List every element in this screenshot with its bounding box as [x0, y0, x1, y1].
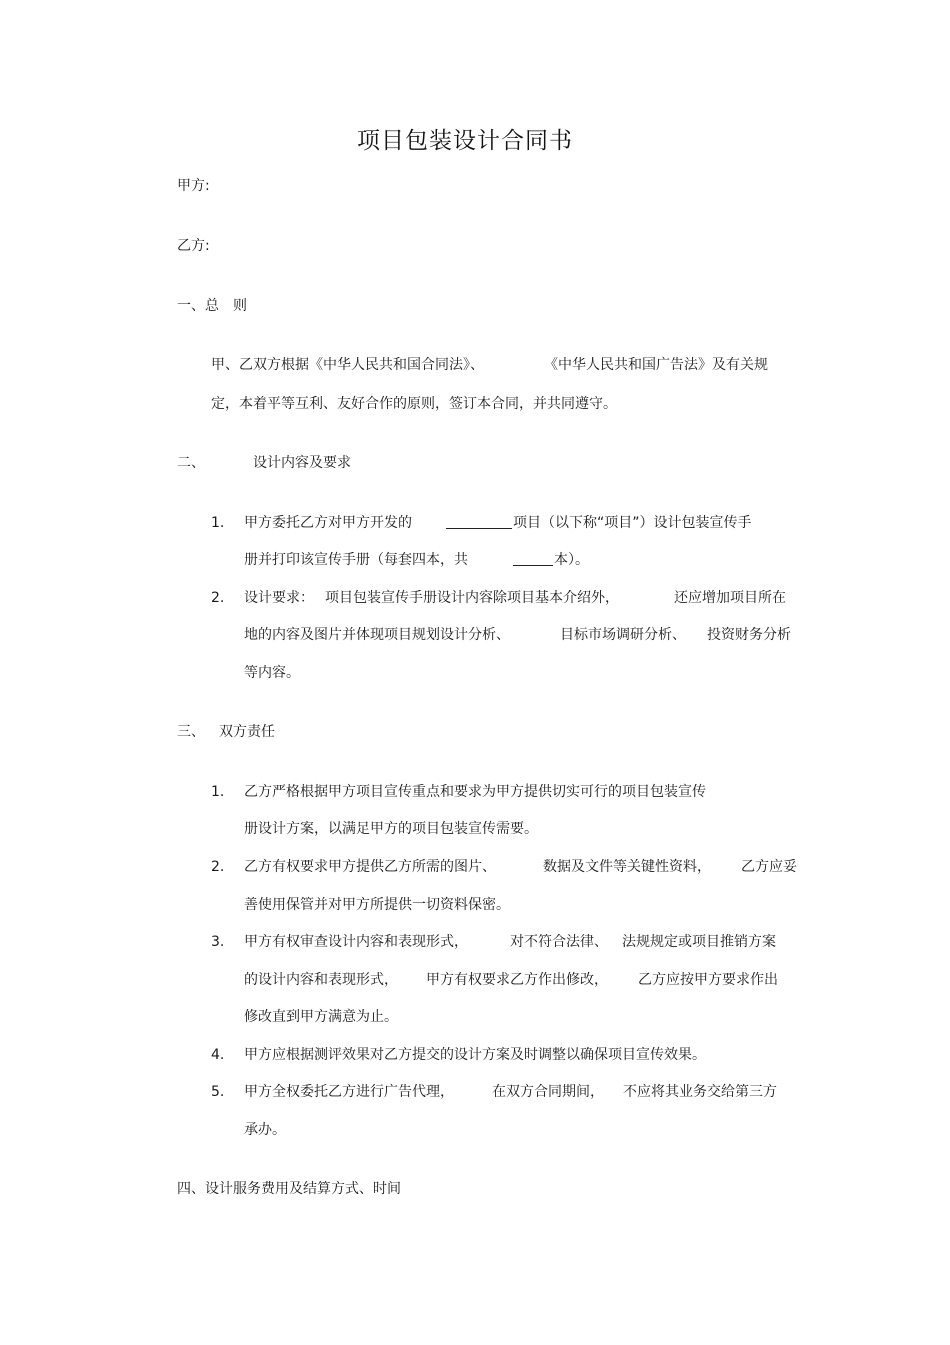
s2-item2-num: 2. [211, 590, 225, 606]
s3-item2-num: 2. [211, 859, 225, 875]
s2-item2-line2b: 目标市场调研分析、 [560, 627, 686, 643]
s3-item1-line2: 册设计方案，以满足甲方的项目包装宣传需要。 [244, 821, 538, 837]
s2-item1-line1a: 甲方委托乙方对甲方开发的 [244, 515, 412, 531]
s2-item1-line2b: 本）。 [554, 552, 589, 568]
page-title: 项目包装设计合同书 [357, 128, 573, 154]
s2-item1-line2a: 册并打印该宣传手册（每套四本，共 [244, 552, 468, 568]
section1-para-line1b: 《中华人民共和国广告法》及有关规 [544, 357, 768, 373]
s3-item3-line2a: 的设计内容和表现形式， [244, 972, 398, 988]
s3-item5-line1b: 在双方合同期间， [492, 1084, 604, 1100]
s3-item2-line1c: 乙方应妥 [741, 859, 797, 875]
s2-item2-line1a: 设计要求： [244, 590, 314, 606]
s3-item5-line1c: 不应将其业务交给第三方 [623, 1084, 777, 1100]
s2-item1-blank2 [513, 551, 553, 571]
party-a-label: 甲方: [177, 178, 210, 194]
s3-item3-line2c: 乙方应按甲方要求作出 [638, 972, 778, 988]
s2-item2-line1b: 项目包装宣传手册设计内容除项目基本介绍外， [325, 590, 619, 606]
section1-heading: 一、总 则 [177, 298, 247, 314]
s3-item2-line2: 善使用保管并对甲方所提供一切资料保密。 [244, 897, 510, 913]
s2-item2-line3: 等内容。 [244, 665, 300, 681]
s3-item3-line2b: 甲方有权要求乙方作出修改， [426, 972, 608, 988]
section1-para-line2: 定，本着平等互利、友好合作的原则，签订本合同，并共同遵守。 [211, 396, 617, 412]
s3-item1-line1: 乙方严格根据甲方项目宣传重点和要求为甲方提供切实可行的项目包装宣传 [244, 784, 706, 800]
s2-item2-line2c: 投资财务分析 [707, 627, 791, 643]
s2-item2-line1c: 还应增加项目所在 [674, 590, 786, 606]
s3-item2-line1a: 乙方有权要求甲方提供乙方所需的图片、 [244, 859, 496, 875]
section3-heading-text: 双方责任 [219, 724, 275, 740]
s3-item5-line2: 承办。 [244, 1122, 286, 1138]
section3-heading-num: 三、 [177, 724, 205, 740]
s3-item3-line1b: 对不符合法律、 [510, 934, 608, 950]
s3-item3-line3: 修改直到甲方满意为止。 [244, 1009, 398, 1025]
s3-item3-line1c: 法规规定或项目推销方案 [622, 934, 776, 950]
party-b-label: 乙方: [177, 238, 210, 254]
section2-heading-text: 设计内容及要求 [253, 455, 351, 471]
s3-item4-num: 4. [211, 1047, 225, 1063]
s3-item5-num: 5. [211, 1084, 225, 1100]
s3-item5-line1a: 甲方全权委托乙方进行广告代理， [244, 1084, 454, 1100]
s2-item1-num: 1. [211, 515, 225, 531]
s3-item2-line1b: 数据及文件等关键性资料， [543, 859, 711, 875]
s3-item1-num: 1. [211, 784, 225, 800]
section4-heading: 四、设计服务费用及结算方式、时间 [177, 1181, 401, 1197]
s3-item3-num: 3. [211, 934, 225, 950]
s3-item3-line1a: 甲方有权审查设计内容和表现形式， [244, 934, 468, 950]
section1-para-line1a: 甲、乙双方根据《中华人民共和国合同法》、 [211, 357, 484, 373]
s2-item1-blank1 [446, 514, 512, 534]
s2-item1-line1b: 项目（以下称“项目”）设计包装宣传手 [513, 515, 752, 531]
section2-heading-num: 二、 [177, 455, 205, 471]
s2-item2-line2a: 地的内容及图片并体现项目规划设计分析、 [244, 627, 510, 643]
s3-item4-line1: 甲方应根据测评效果对乙方提交的设计方案及时调整以确保项目宣传效果。 [244, 1047, 706, 1063]
